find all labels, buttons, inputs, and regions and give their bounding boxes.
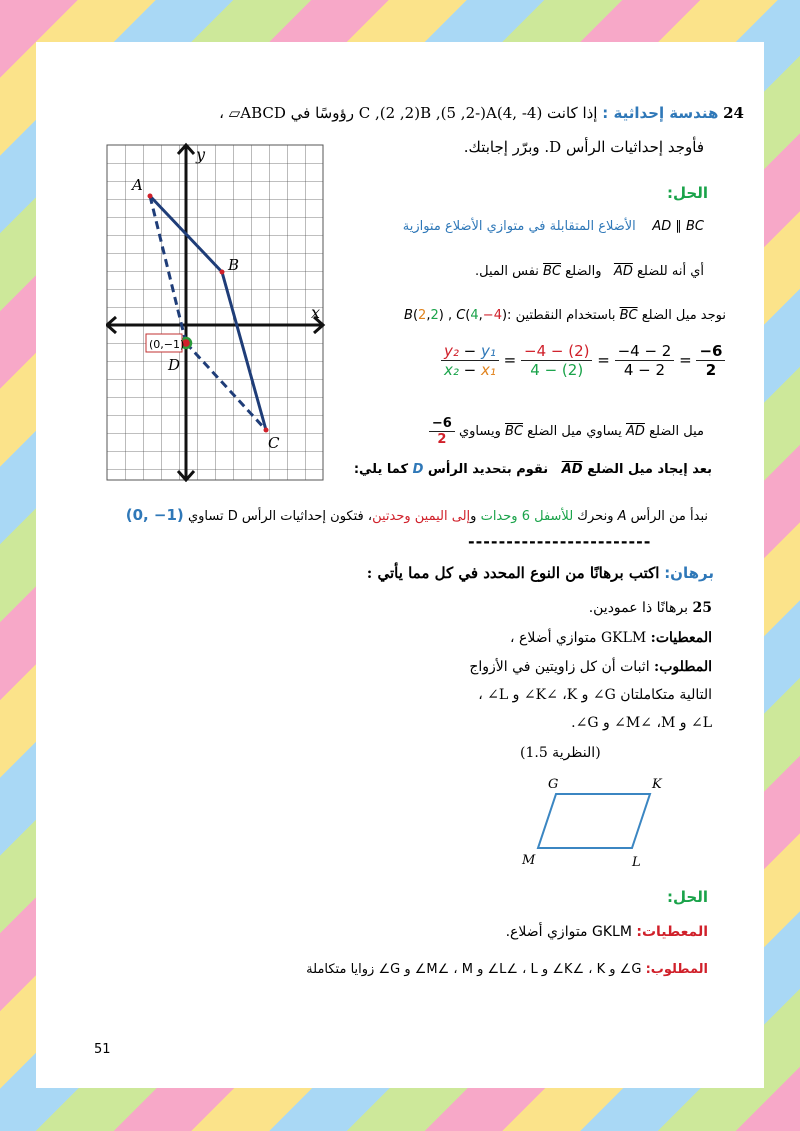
after-d: D [412,462,424,477]
parallel-relation: AD ∥ BC [652,219,704,234]
point-a-marker [148,194,153,199]
seg-bc: BC [543,264,562,279]
after-text-c: كما يلي: [353,462,409,477]
problem25-line4: L∠ و M∠ ،M∠ و G∠. [571,715,712,731]
solution24-heading: الحل: [667,184,708,202]
d-coord-label: (0,−1) [149,338,185,351]
y-axis-label: y [196,145,206,164]
problem25-line3: التالية متكاملتان G∠ و K∠ ،K∠ و L∠ ، [478,687,712,703]
problem25-required-text: اثبات أن كل زاويتين في الأزواج [469,659,650,675]
fig-label-l: L [632,855,641,870]
slope-eq-text-a: ميل الضلع [649,424,704,439]
pt-b-x: 2 [418,308,427,323]
pt-c-x: 4 [470,308,479,323]
eq-den3: 4 − 2 [623,361,666,379]
eq-num3: −4 − 2 [615,342,675,361]
eq-den4: 2 [705,361,717,379]
frac-result [696,342,725,379]
slope-eq-seg-ad: AD [626,424,645,439]
label-c: C [268,434,280,452]
page [36,42,764,1088]
slope-eq-seg-bc: BC [505,424,524,439]
move-text-d: ، فتكون إحداثيات الرأس D تساوي [187,509,373,524]
x-axis-label: x [311,303,321,322]
slope-den: 2 [437,432,447,447]
after-seg-ad: AD [561,462,583,477]
move-text-c: و [470,509,477,524]
parallel-reason: الأضلاع المتقابلة في متوازي الأضلاع متوازية [402,219,636,234]
eq-num2: −4 − (2) [521,342,592,361]
parallel-line [304,219,704,234]
pt-c-label: C [456,308,466,323]
slope-num: −6 [429,416,455,432]
after-text-a: بعد إيجاد ميل الضلع [587,462,712,477]
pt-c-y: −4 [482,308,502,323]
frac-simplified [615,342,675,379]
fig-label-k: K [652,777,662,792]
move-result: (0, −1) [125,506,184,524]
find-slope-line [286,308,726,323]
divider: ------------------------ [468,532,652,551]
solution25-given-text: GKLM متوازي أضلاع. [505,924,632,940]
problem25-type-line [412,600,712,616]
same-slope-text-b: والضلع [565,264,602,279]
find-slope-seg-bc: BC [619,308,638,323]
frac-substituted [521,342,592,379]
fig-label-g: G [548,777,559,792]
problem25-heading [254,564,714,582]
page-number: 51 [94,1042,111,1057]
problem25-type: برهانًا ذا عمودين. [588,600,689,616]
problem25-instruction: اكتب برهانًا من النوع المحدد في كل مما يأتي : [366,564,660,582]
pt-b-label: B [404,308,413,323]
label-a: A [132,176,143,194]
eq-y1: y₁ [481,342,496,360]
same-slope-text-c: نفس الميل. [475,264,539,279]
point-c-marker [264,428,269,433]
find-slope-text-b: باستخدام النقطتين [515,308,616,323]
eq-num4: −6 [696,342,725,361]
problem25-required [412,659,712,675]
problem24-line2: فأوجد إحداثيات الرأس D. وبرّر إجابتك. [463,138,704,156]
after-slope-line [292,462,712,477]
parallelogram-figure [516,772,676,872]
parallelogram-gklm [538,794,650,848]
problem24-line1 [84,104,744,122]
frac-formula: $\frac{\text{y₂ − y₁}}{\text{x₂ − x₁}}$ [441,342,499,379]
solution25-given [408,924,708,940]
problem25-topic: برهان: [664,564,714,582]
problem24-topic: هندسة إحداثية : [602,104,719,122]
same-slope-line [304,264,704,279]
seg-ad: AD [613,264,633,279]
problem25-required-label: المطلوب: [654,659,712,675]
slope-equation: $\frac{\text{y₂ − y₁}}{\text{x₂ − x₁}}$ = $\frac{-4 - (2)}{4 - (2)}$ = $\frac{-4 - 2}{4 - 2}$ = $\frac{-6}{2}$ [441,342,725,379]
point-b-marker [220,270,225,275]
problem25-given-text: GKLM متوازي أضلاع ، [510,630,647,646]
solution25-required-text: G∠ و K∠ ، K∠ و L∠ ، L∠ و M∠ ، M∠ و G∠ زوايا متكاملة [306,962,642,977]
find-slope-text-a: نوجد ميل الضلع [641,308,726,323]
solution25-given-label: المعطيات: [636,924,708,940]
fig-label-m: M [522,853,536,868]
eq-x1: x₁ [481,361,496,379]
two-points: B(2,2) , C(4,−4): [404,308,512,323]
problem25-number: 25 [692,600,712,616]
eq-y2: y₂ [444,342,459,360]
move-right: إلى اليمين وحدتين [372,509,471,524]
eq-den2: 4 − (2) [530,361,584,379]
solution25-heading: الحل: [667,888,708,906]
eq-x2: x₂ [444,361,459,379]
label-d: D [168,356,181,374]
problem24-statement: إذا كانت (4- ,4)C ,(2 ,2)B ,(5 ,2-)A رؤوسًا في ABCD▱ ، [219,104,598,122]
slope-eq-text-b: يساوي ميل الضلع [527,424,622,439]
problem25-given [412,630,712,646]
label-b: B [228,256,240,274]
same-slope-text-a: أي أنه للضلع [636,264,704,279]
move-point-a: A [617,509,627,524]
slope-equal-line [304,416,704,447]
pt-b-y: 2 [430,308,439,323]
solution25-required-label: المطلوب: [645,962,708,977]
after-text-b: نقوم بتحديد الرأس [427,462,549,477]
problem25-given-label: المعطيات: [650,630,712,646]
slope-value [429,416,455,447]
problem24-number: 24 [723,104,744,122]
move-down: للأسفل 6 وحدات [480,509,574,524]
move-text-a: نبدأ من الرأس [630,509,708,524]
slope-eq-text-c: ويساوي [458,424,501,439]
problem25-theorem: (النظرية 1.5) [520,745,601,761]
move-text-b: ونحرك [577,509,614,524]
solution25-required [148,962,708,977]
move-line [68,506,708,524]
